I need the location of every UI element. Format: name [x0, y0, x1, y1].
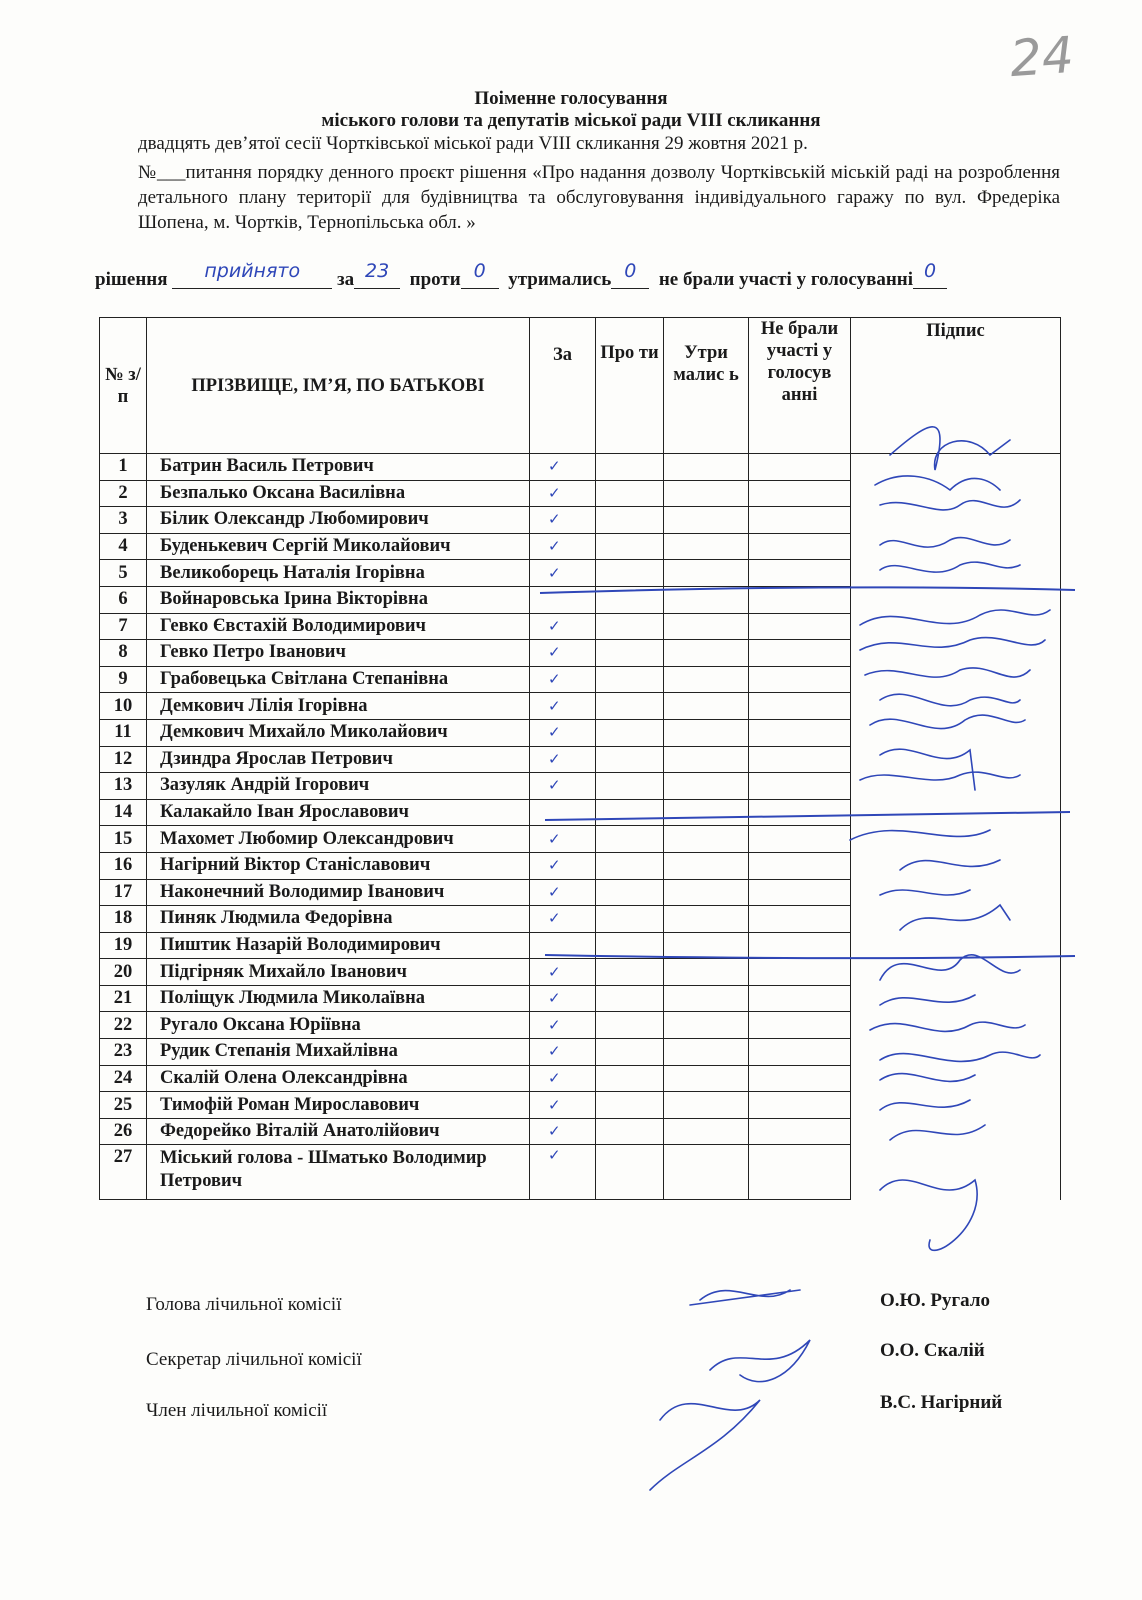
signature-cell	[851, 959, 1061, 986]
vote-for-cell	[530, 454, 596, 481]
for-field	[354, 260, 400, 289]
signature-cell	[851, 1039, 1061, 1066]
vote-not-participated-cell	[749, 586, 851, 613]
check-mark-icon: ✓	[548, 510, 561, 529]
abstained-value: 0	[624, 260, 637, 282]
row-number: 5	[100, 560, 147, 587]
footer-name-member: В.С. Нагірний	[880, 1392, 1003, 1413]
table-row	[100, 613, 1061, 640]
vote-abstained-cell	[664, 906, 749, 933]
deputy-name: Гевко Петро Іванович	[147, 640, 530, 667]
row-number: 12	[100, 746, 147, 773]
footer-role-member: Член лічильної комісії	[146, 1400, 328, 1421]
vote-not-participated-cell	[749, 879, 851, 906]
vote-for-cell	[530, 1012, 596, 1039]
footer-name-secretary: О.О. Скалій	[880, 1340, 985, 1361]
vote-for-cell	[530, 959, 596, 986]
vote-against-cell	[596, 640, 664, 667]
vote-abstained-cell	[664, 640, 749, 667]
deputy-name: Нагірний Віктор Станіславович	[147, 852, 530, 879]
signature-cell	[851, 480, 1061, 507]
vote-for-cell	[530, 533, 596, 560]
vote-for-cell	[530, 985, 596, 1012]
vote-against-cell	[596, 852, 664, 879]
row-number: 26	[100, 1118, 147, 1145]
vote-against-cell	[596, 480, 664, 507]
against-field	[461, 260, 499, 289]
table-row	[100, 454, 1061, 481]
vote-not-participated-cell	[749, 640, 851, 667]
signature-cell	[851, 666, 1061, 693]
footer-role-secretary: Секретар лічильної комісії	[146, 1349, 362, 1370]
table-row	[100, 1118, 1061, 1145]
vote-for-cell	[530, 640, 596, 667]
row-number: 8	[100, 640, 147, 667]
signature-cell	[851, 906, 1061, 933]
signature-cell	[851, 1092, 1061, 1119]
vote-against-cell	[596, 985, 664, 1012]
vote-against-cell	[596, 586, 664, 613]
vote-abstained-cell	[664, 1012, 749, 1039]
signature-cell	[851, 1118, 1061, 1145]
vote-not-participated-cell	[749, 613, 851, 640]
vote-not-participated-cell	[749, 1145, 851, 1200]
not-participated-field	[913, 260, 947, 289]
row-number: 7	[100, 613, 147, 640]
vote-abstained-cell	[664, 693, 749, 720]
agenda-question	[138, 160, 1060, 235]
vote-for-cell	[530, 1118, 596, 1145]
signature-cell	[851, 507, 1061, 534]
vote-not-participated-cell	[749, 1065, 851, 1092]
deputy-name: Пиняк Людмила Федорівна	[147, 906, 530, 933]
signature-cell	[851, 1145, 1061, 1200]
vote-against-cell	[596, 1118, 664, 1145]
deputy-name: Демкович Михайло Миколайович	[147, 719, 530, 746]
vote-abstained-cell	[664, 746, 749, 773]
signature-cell	[851, 746, 1061, 773]
deputy-name: Калакайло Іван Ярославович	[147, 799, 530, 826]
vote-for-cell	[530, 879, 596, 906]
signature-cell	[851, 985, 1061, 1012]
table-row	[100, 985, 1061, 1012]
table-row	[100, 959, 1061, 986]
not-participated-label: не брали участі у голосуванні	[658, 269, 914, 290]
vote-for-cell	[530, 666, 596, 693]
row-number: 15	[100, 826, 147, 853]
vote-against-cell	[596, 533, 664, 560]
check-mark-icon: ✓	[548, 1015, 561, 1034]
decision-value: прийнято	[204, 260, 301, 282]
vote-abstained-cell	[664, 719, 749, 746]
vote-not-participated-cell	[749, 1012, 851, 1039]
check-mark-icon: ✓	[548, 457, 561, 476]
signature-cell	[851, 1065, 1061, 1092]
table-row	[100, 826, 1061, 853]
question-number: №___	[138, 162, 186, 183]
check-mark-icon: ✓	[548, 829, 561, 848]
vote-for-cell	[530, 1039, 596, 1066]
table-row	[100, 773, 1061, 800]
vote-against-cell	[596, 1145, 664, 1200]
vote-abstained-cell	[664, 826, 749, 853]
row-number: 18	[100, 906, 147, 933]
vote-abstained-cell	[664, 985, 749, 1012]
signature-cell	[851, 932, 1061, 959]
deputy-name: Махомет Любомир Олександрович	[147, 826, 530, 853]
row-number: 10	[100, 693, 147, 720]
abstained-field	[611, 260, 649, 289]
vote-abstained-cell	[664, 1092, 749, 1119]
vote-not-participated-cell	[749, 480, 851, 507]
vote-not-participated-cell	[749, 1039, 851, 1066]
signature-cell	[851, 852, 1061, 879]
vote-abstained-cell	[664, 852, 749, 879]
check-mark-icon: ✓	[548, 537, 561, 556]
deputy-name: Гевко Євстахій Володимирович	[147, 613, 530, 640]
vote-for-cell	[530, 1145, 596, 1200]
vote-abstained-cell	[664, 1145, 749, 1200]
vote-not-participated-cell	[749, 454, 851, 481]
deputy-name: Дзиндра Ярослав Петрович	[147, 746, 530, 773]
vote-not-participated-cell	[749, 507, 851, 534]
decision-field	[172, 260, 332, 289]
table-row	[100, 480, 1061, 507]
check-mark-icon: ✓	[548, 962, 561, 981]
vote-against-cell	[596, 666, 664, 693]
check-mark-icon: ✓	[548, 749, 561, 768]
vote-against-cell	[596, 560, 664, 587]
check-mark-icon: ✓	[548, 670, 561, 689]
check-mark-icon: ✓	[548, 643, 561, 662]
vote-abstained-cell	[664, 560, 749, 587]
table-row	[100, 693, 1061, 720]
col-header-name: ПРІЗВИЩЕ, ІМ’Я, ПО БАТЬКОВІ	[147, 318, 530, 454]
vote-abstained-cell	[664, 1118, 749, 1145]
check-mark-icon: ✓	[548, 1095, 561, 1114]
signature-cell	[851, 586, 1061, 613]
row-number: 20	[100, 959, 147, 986]
col-header-for: За	[530, 318, 596, 454]
footer-role-chair: Голова лічильної комісії	[146, 1294, 342, 1315]
vote-for-cell	[530, 693, 596, 720]
for-label: за	[337, 269, 355, 290]
check-mark-icon: ✓	[548, 856, 561, 875]
row-number: 1	[100, 454, 147, 481]
row-number: 25	[100, 1092, 147, 1119]
vote-for-cell	[530, 480, 596, 507]
question-text: питання порядку денного проєкт рішення «Про надання дозволу Чортківській міській раді на розроблення детального плану території для будівництва та обслуговування індивідуального гаражу по вул. Фредеріка Шопена, м. Чортків, Тернопільська обл. »	[138, 162, 1060, 233]
col-header-against: Про ти	[596, 318, 664, 454]
vote-not-participated-cell	[749, 826, 851, 853]
table-row	[100, 666, 1061, 693]
vote-abstained-cell	[664, 533, 749, 560]
deputy-name: Рудик Степанія Михайлівна	[147, 1039, 530, 1066]
row-number: 4	[100, 533, 147, 560]
vote-abstained-cell	[664, 879, 749, 906]
vote-for-cell	[530, 507, 596, 534]
vote-table	[99, 317, 1061, 1200]
row-number: 14	[100, 799, 147, 826]
signature-cell	[851, 693, 1061, 720]
row-number: 17	[100, 879, 147, 906]
deputy-name: Ругало Оксана Юріївна	[147, 1012, 530, 1039]
check-mark-icon: ✓	[548, 696, 561, 715]
vote-not-participated-cell	[749, 932, 851, 959]
deputy-name: Великоборець Наталія Ігорівна	[147, 560, 530, 587]
table-row	[100, 906, 1061, 933]
footer-name-chair: О.Ю. Ругало	[880, 1290, 990, 1311]
vote-against-cell	[596, 826, 664, 853]
check-mark-icon: ✓	[548, 1122, 561, 1141]
signature-footer-2	[710, 1340, 810, 1382]
vote-abstained-cell	[664, 959, 749, 986]
table-row	[100, 746, 1061, 773]
vote-for-cell	[530, 932, 596, 959]
vote-for-cell	[530, 613, 596, 640]
vote-against-cell	[596, 906, 664, 933]
vote-abstained-cell	[664, 586, 749, 613]
table-row	[100, 1065, 1061, 1092]
row-number: 13	[100, 773, 147, 800]
signature-cell	[851, 454, 1061, 481]
vote-for-cell	[530, 799, 596, 826]
vote-not-participated-cell	[749, 852, 851, 879]
row-number: 27	[100, 1145, 147, 1200]
deputy-name: Підгірняк Михайло Іванович	[147, 959, 530, 986]
vote-against-cell	[596, 1065, 664, 1092]
vote-for-cell	[530, 906, 596, 933]
check-mark-icon: ✓	[548, 1146, 561, 1165]
table-row	[100, 586, 1061, 613]
decision-label: рішення	[95, 269, 168, 290]
check-mark-icon: ✓	[548, 563, 561, 582]
signature-cell	[851, 1012, 1061, 1039]
deputy-name: Тимофій Роман Мирославович	[147, 1092, 530, 1119]
vote-for-cell	[530, 826, 596, 853]
col-header-abstained: Утри малис ь	[664, 318, 749, 454]
for-value: 23	[365, 260, 390, 282]
deputy-name: Грабовецька Світлана Степанівна	[147, 666, 530, 693]
col-header-num: № з/п	[100, 318, 147, 454]
vote-abstained-cell	[664, 799, 749, 826]
vote-abstained-cell	[664, 1039, 749, 1066]
table-row	[100, 507, 1061, 534]
deputy-name: Батрин Василь Петрович	[147, 454, 530, 481]
vote-not-participated-cell	[749, 773, 851, 800]
vote-against-cell	[596, 773, 664, 800]
table-row	[100, 719, 1061, 746]
vote-against-cell	[596, 693, 664, 720]
deputy-name: Зазуляк Андрій Ігорович	[147, 773, 530, 800]
vote-table-body	[100, 454, 1061, 1200]
vote-against-cell	[596, 1012, 664, 1039]
vote-abstained-cell	[664, 773, 749, 800]
session-line: двадцять дев’ятої сесії Чортківської міської ради VIII скликання 29 жовтня 2021 р.	[138, 133, 808, 154]
vote-against-cell	[596, 1092, 664, 1119]
against-value: 0	[473, 260, 486, 282]
signature-cell	[851, 560, 1061, 587]
vote-not-participated-cell	[749, 1092, 851, 1119]
vote-against-cell	[596, 507, 664, 534]
decision-line	[95, 260, 947, 291]
check-mark-icon: ✓	[548, 483, 561, 502]
deputy-name: Скалій Олена Олександрівна	[147, 1065, 530, 1092]
vote-against-cell	[596, 932, 664, 959]
abstained-label: утримались	[508, 269, 612, 290]
vote-for-cell	[530, 773, 596, 800]
vote-not-participated-cell	[749, 693, 851, 720]
table-row	[100, 1039, 1061, 1066]
table-row	[100, 852, 1061, 879]
vote-abstained-cell	[664, 932, 749, 959]
vote-abstained-cell	[664, 507, 749, 534]
deputy-name: Пиштик Назарій Володимирович	[147, 932, 530, 959]
signature-cell	[851, 613, 1061, 640]
vote-not-participated-cell	[749, 666, 851, 693]
table-row	[100, 932, 1061, 959]
vote-against-cell	[596, 959, 664, 986]
check-mark-icon: ✓	[548, 616, 561, 635]
vote-against-cell	[596, 719, 664, 746]
vote-not-participated-cell	[749, 799, 851, 826]
col-header-not-participated: Не брали участі у голосув анні	[749, 318, 851, 454]
row-number: 23	[100, 1039, 147, 1066]
col-header-signature: Підпис	[851, 318, 1061, 454]
vote-for-cell	[530, 1065, 596, 1092]
vote-abstained-cell	[664, 666, 749, 693]
deputy-name: Міський голова - Шматько Володимир Петрович	[147, 1145, 530, 1200]
signature-footer-3	[650, 1400, 760, 1490]
deputy-name: Федорейко Віталій Анатолійович	[147, 1118, 530, 1145]
row-number: 16	[100, 852, 147, 879]
deputy-name: Наконечний Володимир Іванович	[147, 879, 530, 906]
vote-for-cell	[530, 719, 596, 746]
check-mark-icon: ✓	[548, 909, 561, 928]
vote-not-participated-cell	[749, 1118, 851, 1145]
vote-not-participated-cell	[749, 533, 851, 560]
check-mark-icon: ✓	[548, 989, 561, 1008]
table-row	[100, 1092, 1061, 1119]
table-row	[100, 1012, 1061, 1039]
table-row	[100, 560, 1061, 587]
vote-against-cell	[596, 879, 664, 906]
document-subtitle: міського голови та депутатів міської ради VIII скликання	[321, 110, 821, 131]
row-number: 2	[100, 480, 147, 507]
table-row	[100, 799, 1061, 826]
signature-cell	[851, 640, 1061, 667]
row-number: 9	[100, 666, 147, 693]
vote-not-participated-cell	[749, 959, 851, 986]
deputy-name: Білик Олександр Любомирович	[147, 507, 530, 534]
vote-not-participated-cell	[749, 746, 851, 773]
table-row	[100, 640, 1061, 667]
table-row	[100, 1145, 1061, 1200]
deputy-name: Войнаровська Ірина Вікторівна	[147, 586, 530, 613]
vote-for-cell	[530, 560, 596, 587]
against-label: проти	[409, 269, 461, 290]
signature-footer-1	[690, 1290, 800, 1305]
row-number: 3	[100, 507, 147, 534]
signature-cell	[851, 533, 1061, 560]
signature-cell	[851, 879, 1061, 906]
signature-cell	[851, 773, 1061, 800]
page-number: 24	[1008, 25, 1076, 89]
vote-for-cell	[530, 852, 596, 879]
signature-cell	[851, 826, 1061, 853]
check-mark-icon: ✓	[548, 882, 561, 901]
vote-against-cell	[596, 799, 664, 826]
signature-cell	[851, 719, 1061, 746]
row-number: 11	[100, 719, 147, 746]
not-participated-value: 0	[923, 260, 937, 282]
deputy-name: Буденькевич Сергій Миколайович	[147, 533, 530, 560]
check-mark-icon: ✓	[548, 723, 561, 742]
vote-for-cell	[530, 1092, 596, 1119]
deputy-name: Поліщук Людмила Миколаївна	[147, 985, 530, 1012]
vote-against-cell	[596, 613, 664, 640]
signature-cell	[851, 799, 1061, 826]
row-number: 6	[100, 586, 147, 613]
check-mark-icon: ✓	[548, 776, 561, 795]
row-number: 19	[100, 932, 147, 959]
vote-abstained-cell	[664, 613, 749, 640]
vote-against-cell	[596, 1039, 664, 1066]
deputy-name: Демкович Лілія Ігорівна	[147, 693, 530, 720]
vote-abstained-cell	[664, 1065, 749, 1092]
deputy-name: Безпалько Оксана Василівна	[147, 480, 530, 507]
vote-abstained-cell	[664, 454, 749, 481]
vote-against-cell	[596, 746, 664, 773]
row-number: 21	[100, 985, 147, 1012]
check-mark-icon: ✓	[548, 1068, 561, 1087]
document-title: Поіменне голосування	[474, 88, 668, 109]
vote-against-cell	[596, 454, 664, 481]
vote-not-participated-cell	[749, 719, 851, 746]
table-row	[100, 879, 1061, 906]
vote-not-participated-cell	[749, 560, 851, 587]
check-mark-icon: ✓	[548, 1042, 561, 1061]
vote-abstained-cell	[664, 480, 749, 507]
row-number: 24	[100, 1065, 147, 1092]
vote-for-cell	[530, 746, 596, 773]
vote-for-cell	[530, 586, 596, 613]
vote-not-participated-cell	[749, 985, 851, 1012]
table-row	[100, 533, 1061, 560]
vote-not-participated-cell	[749, 906, 851, 933]
row-number: 22	[100, 1012, 147, 1039]
